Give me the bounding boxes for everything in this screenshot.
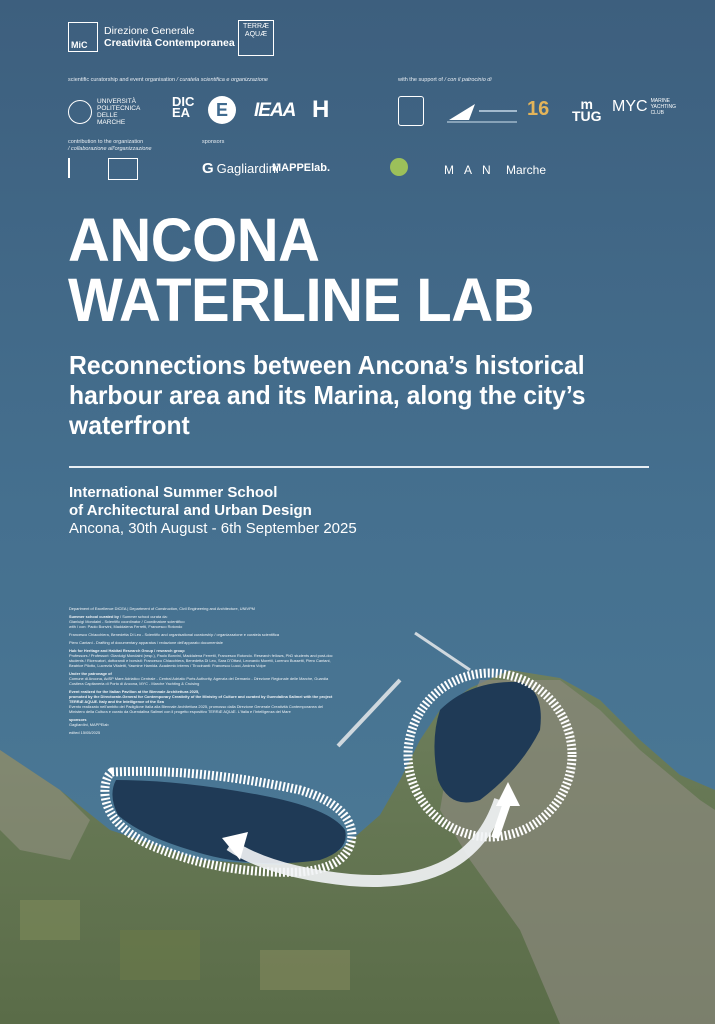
mic-logo: [68, 22, 235, 52]
mic-short: MiC: [71, 40, 88, 50]
terrae-aquae-logo: TERRÆ AQUÆ: [238, 20, 274, 56]
hub-title: Hub for Heritage and Habitat Research Group / research group: [69, 648, 185, 653]
divider: [69, 466, 649, 468]
field: [260, 950, 350, 990]
mic-text: [104, 25, 235, 49]
lega-navale-logo: [445, 98, 519, 126]
poster-title: [68, 206, 534, 334]
poster-subtitle: Reconnections between Ancona’s historical harbour area and its Marina, along the city’s waterfront: [69, 350, 586, 440]
sponsors-label: sponsors: [202, 139, 225, 145]
man-logo: MAN: [444, 163, 501, 177]
breakwater: [338, 680, 400, 746]
contribution-label: [68, 139, 152, 153]
gagliardini-g-icon: G: [202, 160, 214, 177]
credits-organisers: Francesco Chiacchiera, Benedetta Di Leo - Scientific and organisational curatorship / organizzazione e curatela scientifica: [69, 632, 279, 637]
school-dates: Ancona, 30th August - 6th September 2025: [69, 520, 357, 537]
curatorship-label: [68, 77, 268, 83]
contribution-label-en: contribution to the organization: [68, 139, 144, 145]
contribution-logo-1: [68, 158, 98, 178]
school-line2: of Architectural and Urban Design: [69, 502, 312, 519]
event-it: Evento realizzato nell'ambito del Padiglione Italia alla Biennale Architettura 2025, promosso dalla Direzione Generale Creatività Contemporanea del Ministero della Cultura e curato da Guendalina Salimei con il progetto espositivo TERRÆ AQUÆ. L'Italia e l'Intelligenza del Mare: [69, 704, 323, 714]
sailboat-icon: [445, 98, 519, 126]
h-logo: H: [312, 96, 330, 123]
title-line2: WATERLINE LAB: [68, 266, 534, 334]
gagliardini-name: Gagliardini: [216, 161, 279, 176]
curatorship-label-en: scientific curatorship and event organisation: [68, 77, 176, 83]
school-line1: International Summer School: [69, 484, 278, 501]
credits-dept: Department of Excellence DICEA | Department of Construction, Civil Engineering and Architecture, UNIVPM: [69, 606, 255, 611]
credits-block: [69, 606, 339, 738]
seeds-logo: [390, 158, 408, 176]
myc-mark: MYC: [612, 98, 648, 115]
mic-line2: Creatività Contemporanea: [104, 37, 235, 49]
ieaa-logo: IEAA: [254, 100, 296, 121]
support-label-it: / con il patrocinio di: [444, 77, 492, 83]
mic-line1: Direzione Generale: [104, 25, 195, 37]
field: [20, 900, 80, 940]
sponsors-title: sponsors: [69, 717, 87, 722]
man-marche-logo: Marche: [506, 163, 547, 177]
myc-logo: [612, 98, 677, 116]
sixteen-logo: 16: [527, 98, 550, 120]
dicea-logo: DIC EA: [172, 94, 195, 120]
field: [120, 930, 200, 980]
patronage-text: Comune di Ancona, AdSP Mare Adriatico Centrale - Central Adriatic Ports Authority, Agenzia del Demanio - Direzione Regionale delle Marche, Guardia Costiera Capitaneria di Porto di Ancona, MYC - Marche Yachting & Cruising: [69, 676, 329, 686]
univpm-seal-icon: [68, 100, 92, 124]
univpm-logo: [68, 98, 147, 126]
contribution-logo-2: [108, 158, 138, 180]
credits-edited: edited 15/05/2025: [69, 730, 101, 735]
curated-with: with / con: Paolo Bonvini, Maddalena Ferretti, Francesco Rotondo: [69, 624, 183, 629]
e-logo: E: [208, 96, 236, 124]
credits-event: [69, 689, 339, 714]
mtug-logo: [572, 98, 602, 122]
credits-curated: [69, 614, 339, 629]
support-label-en: with the support of: [398, 77, 443, 83]
mic-mark-icon: [68, 22, 98, 52]
gagliardini-logo: [202, 160, 279, 177]
contribution-label-it: / collaborazione all'organizzazione: [68, 146, 152, 152]
mtug-top: m: [580, 96, 593, 112]
myc-sub: MARINE YACHTING CLUB: [650, 98, 677, 116]
event-text: promoted by the Directorate-General for Contemporary Creativity of the Ministry of Culture and curated by Guendalina Salimei with the project TERRÆ AQUÆ. Italy and the Intelligence of the Sea: [69, 694, 333, 704]
school-info: [69, 484, 357, 538]
mtug-bottom: TUG: [572, 108, 602, 124]
event-title: Event realized for the Italian Pavilion at the Biennale Architettura 2025,: [69, 689, 200, 694]
sponsors-text: Gagliardini, MAPPElab: [69, 722, 109, 727]
hub-text: Professors / Professori: Gianluigi Mondaini (resp.), Paolo Bonvini, Maddalena Ferretti, Francesco Rotondo. Research fellows, PhD students and post-doc students / Ricercatori, dottorandi e borsisti: Francesco Chiacchiera, Benedetta Di Leo, Sara D'Ottavi, Leonardo Moretti, Lorenzo Bussetti, Piero Cantani, Beatrice Pilotto, Lucrezia Vitaletti, Yasmine Hamida. Academic interns / Tirocinanti: Francesco Lucci, Andrea Volpe: [69, 653, 333, 668]
north-pier: [415, 633, 470, 670]
seeds-icon: [390, 158, 408, 176]
curated-it: / Summer school curata da:: [120, 614, 168, 619]
curatorship-label-it: / curatela scientifica e organizzazione: [176, 77, 268, 83]
credits-drafting: Piero Cantani - Drafting of documentary apparatus / redazione dell'apparato documentale: [69, 640, 223, 645]
credits-patronage: [69, 671, 339, 686]
patronage-title: Under the patronage of: [69, 671, 112, 676]
mappelab-logo: MAPPElab.: [272, 162, 331, 174]
title-line1: ANCONA: [68, 206, 320, 274]
univpm-name: UNIVERSITÀ POLITECNICA DELLE MARCHE: [97, 98, 140, 126]
credits-hub: [69, 648, 339, 668]
credits-sponsors: [69, 717, 339, 727]
curated-names: Gianluigi Mondaini - Scientific coordinator / Coordinatore scientifico: [69, 619, 185, 624]
curated-label: Summer school curated by: [69, 614, 119, 619]
support-label: [398, 77, 492, 83]
comune-ancona-crest-icon: [398, 96, 424, 126]
